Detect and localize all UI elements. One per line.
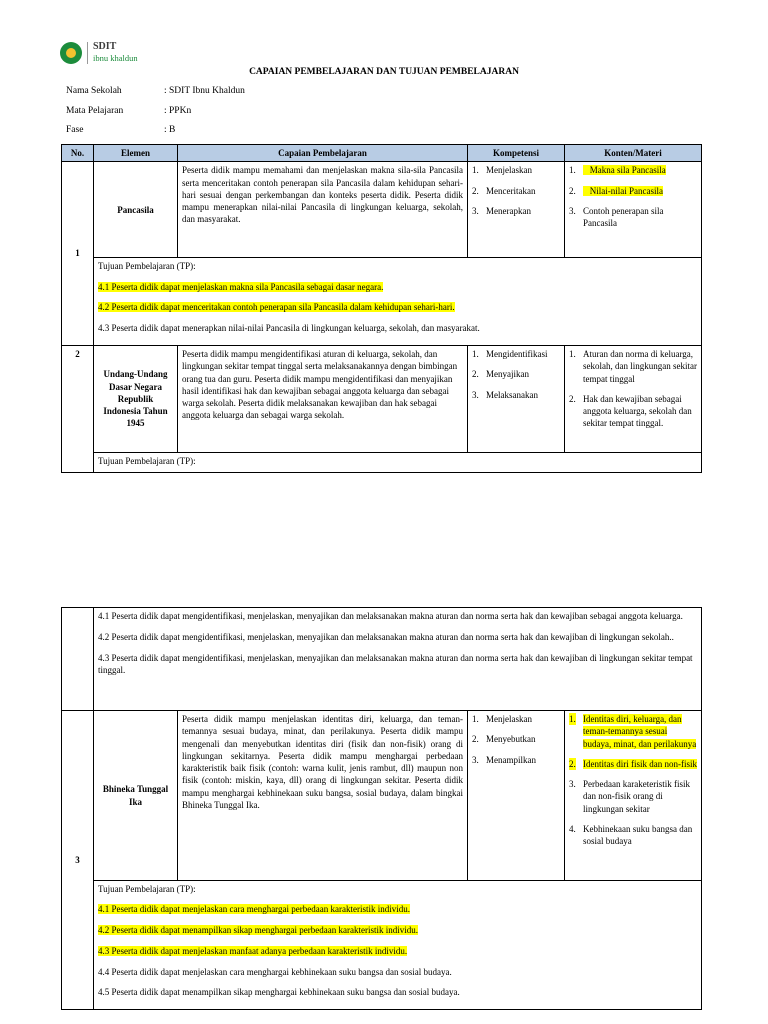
tp-item: 4.2 Peserta didik dapat menampilkan sikap menghargai perbedaan karakteristik individu. (98, 925, 418, 936)
list-item: 2. Menyajikan (472, 369, 529, 380)
document-title: CAPAIAN PEMBELAJARAN DAN TUJUAN PEMBELAJARAN (249, 67, 519, 77)
meta-phase (66, 125, 176, 135)
list-item: 1. Menjelaskan (472, 165, 532, 176)
header-elemen: Elemen (94, 145, 178, 162)
table-row (62, 345, 702, 452)
meta-label: Mata Pelajaran (66, 106, 124, 116)
list-item: 4. Kebhinekaan suku bangsa dan sosial budaya (569, 824, 693, 847)
tp-item: 4.1 Peserta didik dapat mengidentifikasi, menjelaskan, menyajikan dan melaksanakan makna aturan dan norma serta hak dan kewajiban sebagai anggota keluarga. (98, 611, 683, 621)
row-number-cont (62, 608, 94, 711)
cp-table-page-2 (61, 607, 702, 1010)
school-logo (60, 40, 180, 68)
table-header-row (62, 145, 702, 162)
tp-title: Tujuan Pembelajaran (TP): (98, 884, 196, 894)
meta-label: Fase (66, 125, 84, 135)
tp-item: 4.3 Peserta didik dapat menerapkan nilai-nilai Pancasila di lingkungan keluarga, sekolah, dan masyarakat. (98, 323, 480, 334)
list-item: 2. Hak dan kewajiban sebagai anggota keluarga, sekolah dan sekitar tempat tinggal. (569, 393, 692, 429)
row-elemen: Bhineka Tunggal Ika (94, 711, 178, 881)
table-row (62, 711, 702, 881)
row-kompetensi (468, 711, 565, 881)
list-item: 1. Aturan dan norma di keluarga, sekolah, dan lingkungan sekitar tempat tinggal (569, 348, 697, 384)
list-item: 2. Menyebutkan (472, 734, 536, 745)
row-konten (565, 345, 702, 452)
row-number: 1 (62, 162, 94, 346)
tp-item: 4.1 Peserta didik dapat menjelaskan makna sila Pancasila sebagai dasar negara. (98, 281, 384, 292)
tp-row (62, 881, 702, 1010)
meta-label: Nama Sekolah (66, 86, 122, 96)
tp-item: 4.3 Peserta didik dapat mengidentifikasi, menjelaskan, menyajikan dan melaksanakan makna aturan dan norma serta hak dan kewajiban di lingkungan sekitar tempat tinggal. (98, 652, 693, 675)
list-item: 3. Contoh penerapan sila Pancasila (569, 205, 664, 229)
tujuan-pembelajaran-cont (94, 608, 702, 711)
tp-item: 4.3 Peserta didik dapat menjelaskan manfaat adanya perbedaan karakteristik individu. (98, 945, 408, 956)
list-item: 1. Menjelaskan (472, 714, 532, 724)
tp-item: 4.1 Peserta didik dapat menjelaskan cara menghargai perbedaan karakteristik individu. (98, 904, 410, 915)
tujuan-pembelajaran (94, 452, 702, 472)
meta-value: : B (164, 125, 176, 135)
tp-row (62, 452, 702, 472)
list-item: 1. Identitas diri, keluarga, dan teman-temannya sesuai budaya, minat, dan perilakunya (569, 714, 697, 749)
tp-item: 4.2 Peserta didik dapat menceritakan contoh penerapan sila Pancasila dalam kehidupan sehari-hari. (98, 302, 455, 313)
list-item: 1. Makna sila Pancasila (569, 165, 666, 176)
list-item: 1. Mengidentifikasi (472, 348, 548, 359)
header-kompetensi: Kompetensi (468, 145, 565, 162)
tp-item: 4.5 Peserta didik dapat menampilkan sikap menghargai kebhinekaan suku bangsa dan sosial budaya. (98, 987, 460, 998)
row-konten (565, 162, 702, 258)
tp-title: Tujuan Pembelajaran (TP): (98, 261, 196, 272)
row-capaian: Peserta didik mampu memahami dan menjelaskan makna sila-sila Pancasila serta menceritakan contoh penerapan sila Pancasila dalam kehidupan sehari-hari sesuai dengan perkembangan dan konteks peserta didik. Peserta didik mampu menerapkan nilai-nilai Pancasila di lingkungan keluarga, sekolah, dan masyarakat. (178, 162, 468, 258)
list-item: 3. Menampilkan (472, 754, 536, 765)
header-no: No. (62, 145, 94, 162)
tp-row (62, 608, 702, 711)
logo-subtitle: ibnu khaldun (93, 53, 138, 63)
list-item: 3. Menerapkan (472, 205, 531, 216)
row-number: 2 (62, 345, 94, 472)
header-konten: Konten/Materi (565, 145, 702, 162)
logo-divider (87, 42, 88, 64)
list-item: 2. Nilai-nilai Pancasila (569, 185, 663, 196)
list-item: 3. Melaksanakan (472, 389, 538, 400)
meta-value: : SDIT Ibnu Khaldun (164, 86, 245, 96)
cp-table-page-1 (61, 144, 702, 473)
logo-emblem-icon (60, 42, 82, 64)
meta-value: : PPKn (164, 106, 192, 116)
tujuan-pembelajaran (94, 881, 702, 1010)
meta-school (66, 86, 245, 96)
row-kompetensi (468, 345, 565, 452)
row-elemen: Undang-Undang Dasar Negara Republik Indonesia Tahun 1945 (94, 345, 178, 452)
tujuan-pembelajaran (94, 258, 702, 346)
row-number: 3 (62, 711, 94, 1010)
tp-item: 4.4 Peserta didik dapat menjelaskan cara menghargai kebhinekaan suku bangsa dan sosial budaya. (98, 966, 452, 977)
tp-item: 4.2 Peserta didik dapat mengidentifikasi, menjelaskan, menyajikan dan melaksanakan makna aturan dan norma serta hak dan kewajiban di lingkungan sekolah.. (98, 631, 674, 642)
list-item: 2. Identitas diri fisik dan non-fisik (569, 758, 697, 769)
list-item: 3. Perbedaan karaketeristik fisik dan non-fisik orang di lingkungan sekitar (569, 779, 690, 814)
row-kompetensi (468, 162, 565, 258)
logo-name: SDIT (93, 41, 117, 52)
header-cp: Capaian Pembelajaran (178, 145, 468, 162)
row-elemen: Pancasila (94, 162, 178, 258)
row-konten (565, 711, 702, 881)
list-item: 2. Menceritakan (472, 185, 536, 196)
table-row (62, 162, 702, 258)
row-capaian: Peserta didik mampu menjelaskan identitas diri, keluarga, dan teman-temannya sesuai budaya, minat, dan perilakunya. Peserta didik mampu mengenali dan menyebutkan identitas diri (fisik dan non-fisik) orang di lingkungan sekitarnya. Peserta didik mampu menghargai perbedaan karakteristik baik fisik (contoh: warna kulit, jenis rambut, dll) maupun non fisik (contoh: miskin, kaya, dll) orang di lingkungan sekitar. Peserta didik mampu menghargai kebhinekaan suku bangsa, sosial budaya, dalam bingkai Bhineka Tunggal Ika. (178, 711, 468, 881)
tp-title: Tujuan Pembelajaran (TP): (98, 455, 196, 466)
meta-subject (66, 106, 192, 116)
tp-row (62, 258, 702, 346)
row-capaian: Peserta didik mampu mengidentifikasi aturan di keluarga, sekolah, dan lingkungan sekitar tempat tinggal serta melaksanakannya dengan bimbingan orang tua dan guru. Peserta didik mampu mengidentifikasi dan menyajikan hasil identifikasi hak dan kewajiban sebagai anggota keluarga dan sebagai warga sekolah. Peserta didik melaksanakan kewajiban dan hak sebagai anggota keluarga dan sebagai warga sekolah. (178, 345, 468, 452)
